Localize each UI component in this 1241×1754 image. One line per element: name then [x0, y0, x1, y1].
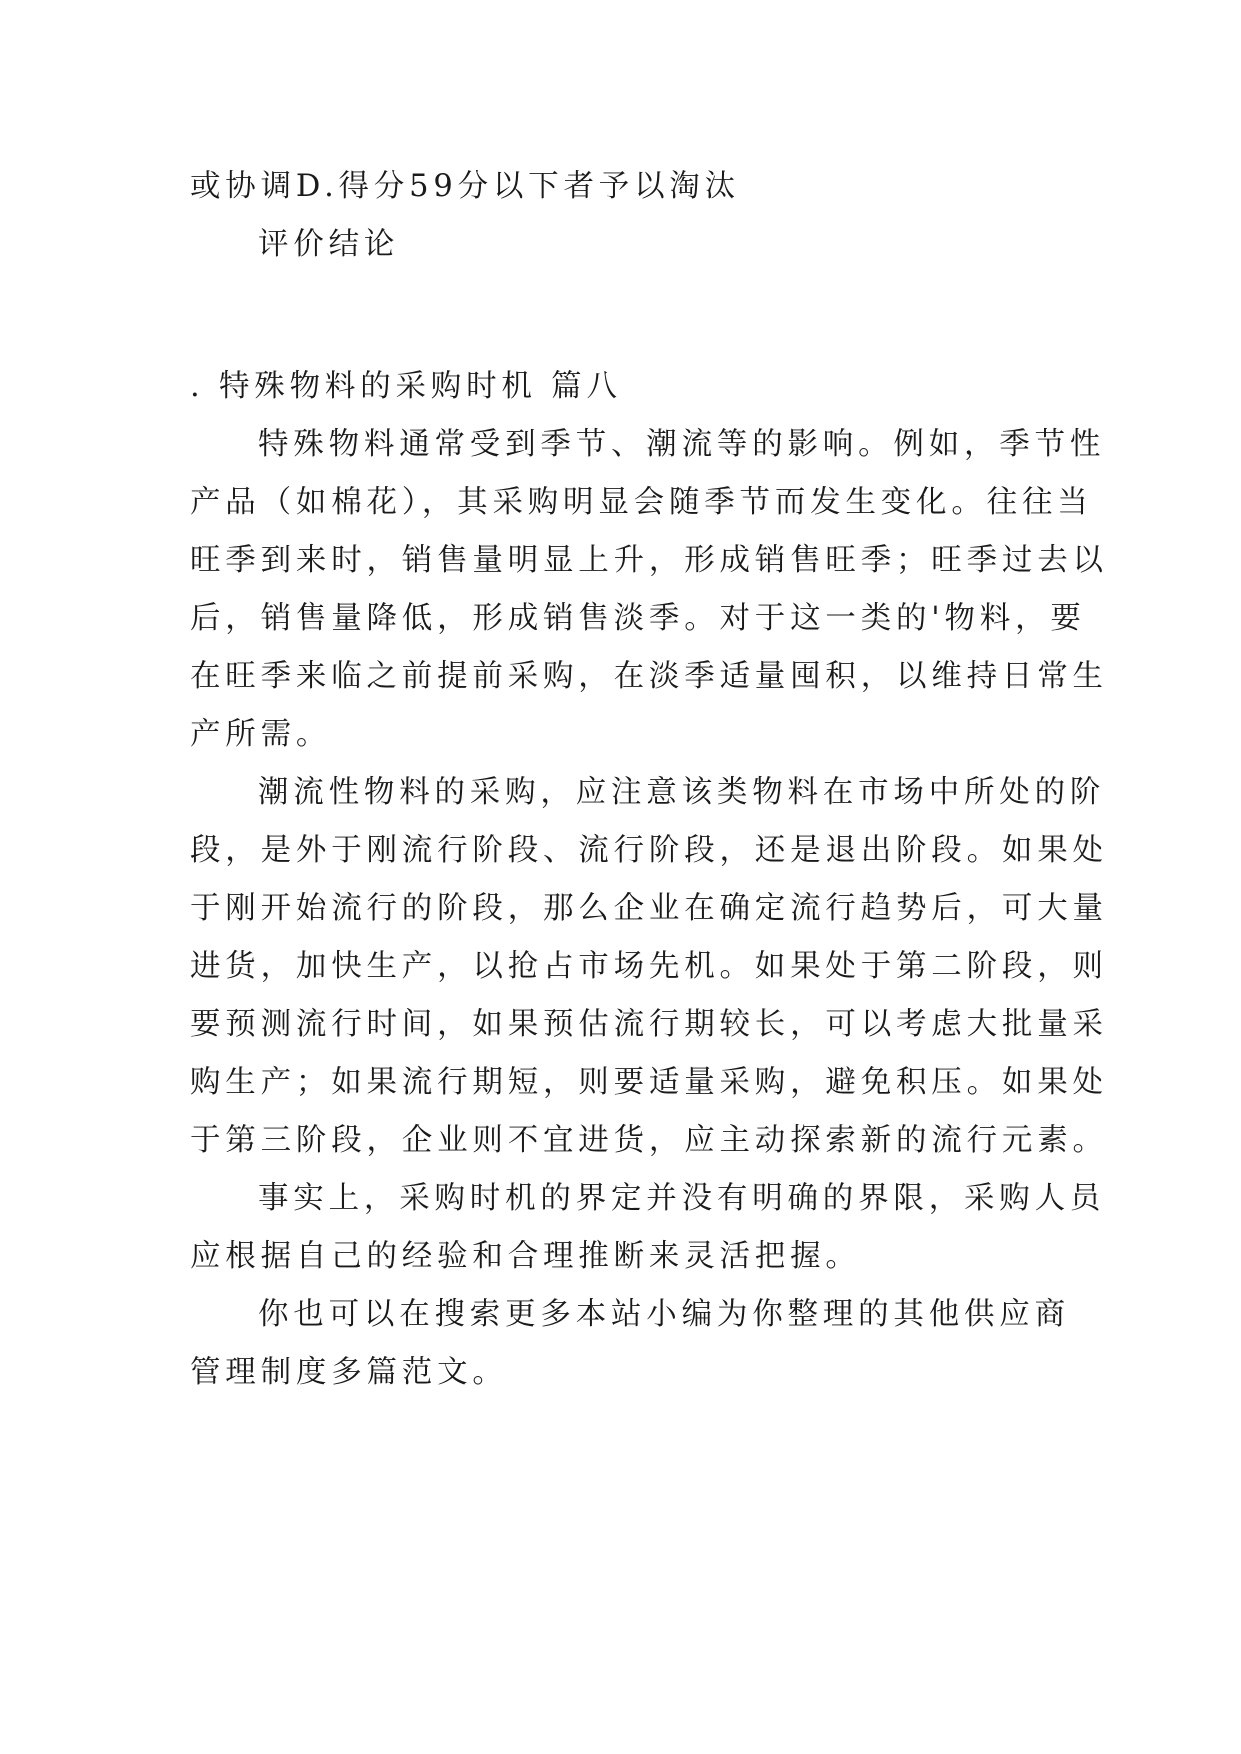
paragraph-line: 旺季到来时，销售量明显上升，形成销售旺季；旺季过去以	[190, 543, 1108, 578]
paragraph-line: 产品（如棉花），其采购明显会随季节而发生变化。往往当	[190, 485, 1093, 520]
evaluation-conclusion-label: 评价结论	[258, 227, 400, 262]
paragraph-line: 进货，加快生产，以抢占市场先机。如果处于第二阶段，则	[190, 949, 1108, 984]
paragraph-trend	[190, 764, 1108, 1170]
paragraph-line: 产所需。	[190, 717, 332, 752]
intro-line: 或协调D.得分59分以下者予以淘汰	[190, 169, 740, 204]
paragraph-line: 段，是外于刚流行阶段、流行阶段，还是退出阶段。如果处	[190, 833, 1108, 868]
section-heading: . 特殊物料的采购时机 篇八	[190, 369, 622, 404]
paragraph-seasonal	[190, 416, 1108, 764]
paragraph-line: 你也可以在搜索更多本站小编为你整理的其他供应商	[258, 1297, 1070, 1332]
paragraph-closing	[190, 1286, 1090, 1402]
document-body	[190, 158, 1108, 1402]
paragraph-line: 要预测流行时间，如果预估流行期较长，可以考虑大批量采	[190, 1007, 1108, 1042]
paragraph-line: 于刚开始流行的阶段，那么企业在确定流行趋势后，可大量	[190, 891, 1108, 926]
paragraph-line: 事实上，采购时机的界定并没有明确的界限，采购人员	[258, 1181, 1106, 1216]
paragraph-line: 应根据自己的经验和合理推断来灵活把握。	[190, 1239, 861, 1274]
paragraph-line: 管理制度多篇范文。	[190, 1355, 508, 1390]
paragraph-line: 潮流性物料的采购，应注意该类物料在市场中所处的阶	[258, 775, 1106, 810]
paragraph-line: 在旺季来临之前提前采购，在淡季适量囤积，以维持日常生	[190, 659, 1108, 694]
section-spacer	[190, 274, 1090, 358]
paragraph-line: 后，销售量降低，形成销售淡季。对于这一类的'物料，要	[190, 601, 1086, 636]
paragraph-timing	[190, 1170, 1106, 1286]
paragraph-line: 特殊物料通常受到季节、潮流等的影响。例如，季节性	[258, 427, 1106, 462]
paragraph-line: 购生产；如果流行期短，则要适量采购，避免积压。如果处	[190, 1065, 1108, 1100]
paragraph-line: 于第三阶段，企业则不宜进货，应主动探索新的流行元素。	[190, 1123, 1108, 1158]
